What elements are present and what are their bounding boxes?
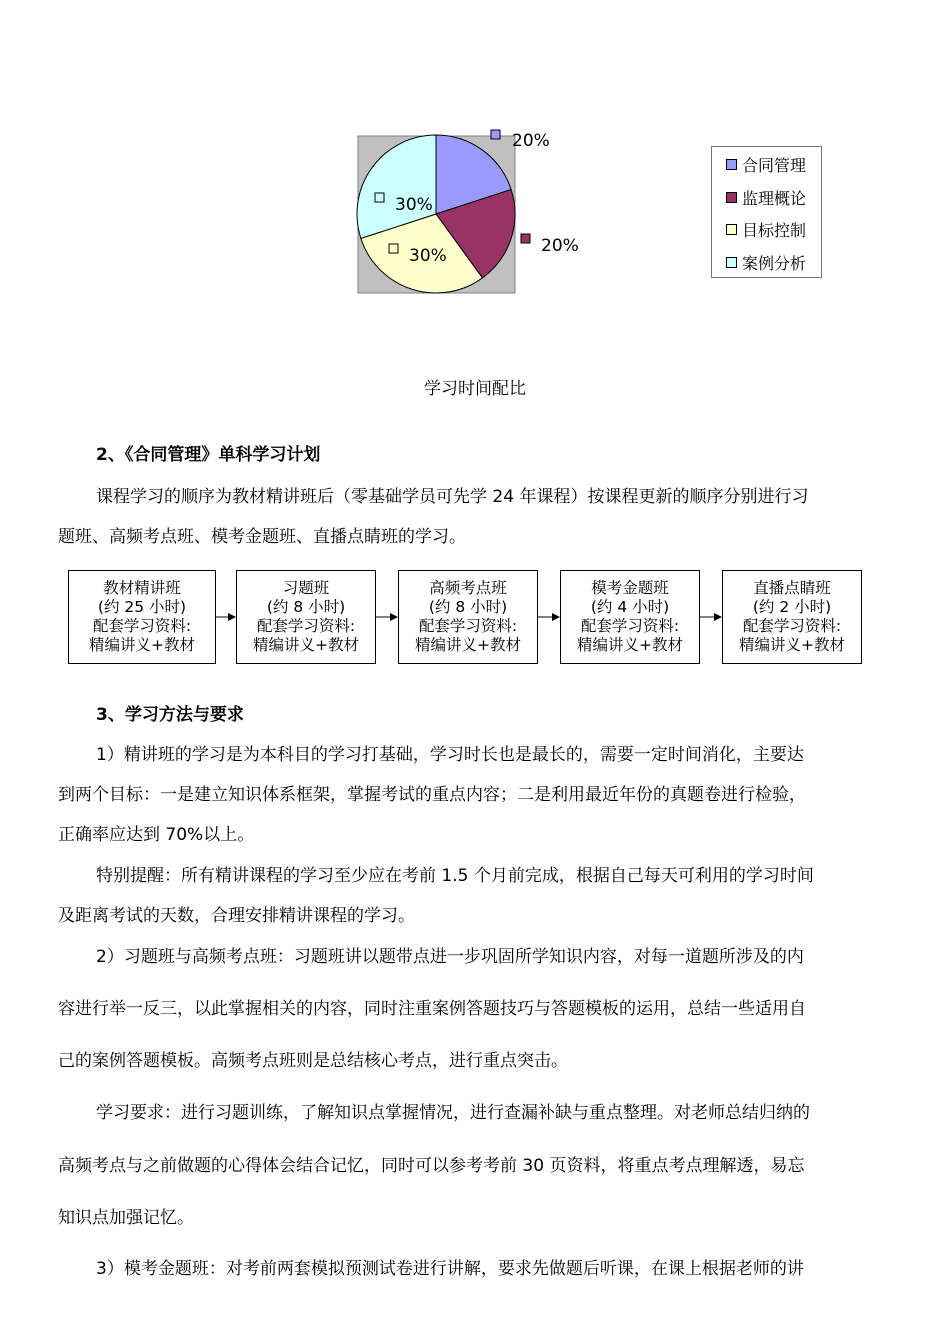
flow-box-material: 精编讲义+教材 <box>739 636 845 654</box>
slice-data-label: 30% <box>395 195 433 215</box>
flow-box-material-label: 配套学习资料: <box>418 617 518 635</box>
legend-swatch <box>726 159 737 170</box>
legend-label: 案例分析 <box>742 253 807 273</box>
legend-item-contract <box>726 154 806 174</box>
legend-swatch <box>726 257 737 268</box>
flow-box-title: 习题班 <box>282 579 330 597</box>
section3-p4-line3: 知识点加强记忆。 <box>58 1208 194 1228</box>
slice-label-marker <box>375 193 384 202</box>
legend-label: 目标控制 <box>742 220 807 240</box>
flow-box-hours: (约 8 小时) <box>428 598 508 616</box>
section2-line1: 课程学习的顺序为教材精讲班后（零基础学员可先学 24 年课程）按课程更新的顺序分别进行习 <box>96 487 809 507</box>
section3-p1-line2: 到两个目标：一是建立知识体系框架，掌握考试的重点内容；二是利用最近年份的真题卷进行检验， <box>58 785 806 805</box>
flow-box-title: 教材精讲班 <box>103 579 181 597</box>
flow-box-material: 精编讲义+教材 <box>253 636 359 654</box>
flow-box-material-label: 配套学习资料: <box>742 617 842 635</box>
flow-box-hours: (约 8 小时) <box>266 598 346 616</box>
section3-p5-line1: 3）模考金题班：对考前两套模拟预测试卷进行讲解，要求先做题后听课，在课上根据老师的讲 <box>96 1259 804 1279</box>
legend-item-supervision <box>726 187 806 207</box>
slice-data-label: 20% <box>541 236 579 256</box>
flow-box-title: 模考金题班 <box>591 579 669 597</box>
slice-label-marker <box>521 234 530 243</box>
flow-box-hours: (约 2 小时) <box>752 598 832 616</box>
section3-p3-line2: 容进行举一反三，以此掌握相关的内容，同时注重案例答题技巧与答题模板的运用，总结一些适用自 <box>58 999 806 1019</box>
flow-box-material-label: 配套学习资料: <box>580 617 680 635</box>
flow-box-hours: (约 25 小时) <box>97 598 187 616</box>
legend-item-target <box>726 219 806 239</box>
legend-swatch <box>726 192 737 203</box>
slice-data-label: 30% <box>409 246 447 266</box>
flow-box-title: 高频考点班 <box>429 579 507 597</box>
legend-swatch <box>726 224 737 235</box>
flow-box-hours: (约 4 小时) <box>590 598 670 616</box>
section3-p1-line1: 1）精讲班的学习是为本科目的学习打基础，学习时长也是最长的，需要一定时间消化，主要达 <box>96 745 804 765</box>
flow-box-title: 直播点睛班 <box>753 579 831 597</box>
flow-box-material: 精编讲义+教材 <box>89 636 195 654</box>
flow-box-material-label: 配套学习资料: <box>92 617 192 635</box>
section3-p4-line2: 高频考点与之前做题的心得体会结合记忆，同时可以参考考前 30 页资料，将重点考点理解透，易忘 <box>58 1156 805 1176</box>
section3-p4-line1: 学习要求：进行习题训练，了解知识点掌握情况，进行查漏补缺与重点整理。对老师总结归纳的 <box>96 1103 810 1123</box>
section2-line2: 题班、高频考点班、模考金题班、直播点睛班的学习。 <box>58 527 466 547</box>
section3-p2-line1: 特别提醒：所有精讲课程的学习至少应在考前 1.5 个月前完成，根据自己每天可利用的学习时间 <box>96 866 814 886</box>
section3-p3-line3: 己的案例答题模板。高频考点班则是总结核心考点，进行重点突击。 <box>58 1051 568 1071</box>
chart-caption: 学习时间配比 <box>424 379 526 399</box>
slice-data-label: 20% <box>512 131 550 151</box>
flow-arrows <box>0 600 950 630</box>
legend-item-case <box>726 252 806 272</box>
slice-label-marker <box>389 244 398 253</box>
legend-label: 合同管理 <box>742 155 807 175</box>
flow-box-material: 精编讲义+教材 <box>415 636 521 654</box>
section3-p3-line1: 2）习题班与高频考点班：习题班讲以题带点进一步巩固所学知识内容，对每一道题所涉及的内 <box>96 947 804 967</box>
section2-heading: 2、《合同管理》单科学习计划 <box>96 445 321 465</box>
flow-box-material-label: 配套学习资料: <box>256 617 356 635</box>
section3-p1-line3: 正确率应达到 70%以上。 <box>58 825 255 845</box>
flow-box-material: 精编讲义+教材 <box>577 636 683 654</box>
slice-label-marker <box>491 130 500 139</box>
chart-legend <box>711 146 822 278</box>
legend-label: 监理概论 <box>742 188 807 208</box>
section3-p2-line2: 及距离考试的天数，合理安排精讲课程的学习。 <box>58 906 415 926</box>
section3-heading: 3、学习方法与要求 <box>96 705 244 725</box>
